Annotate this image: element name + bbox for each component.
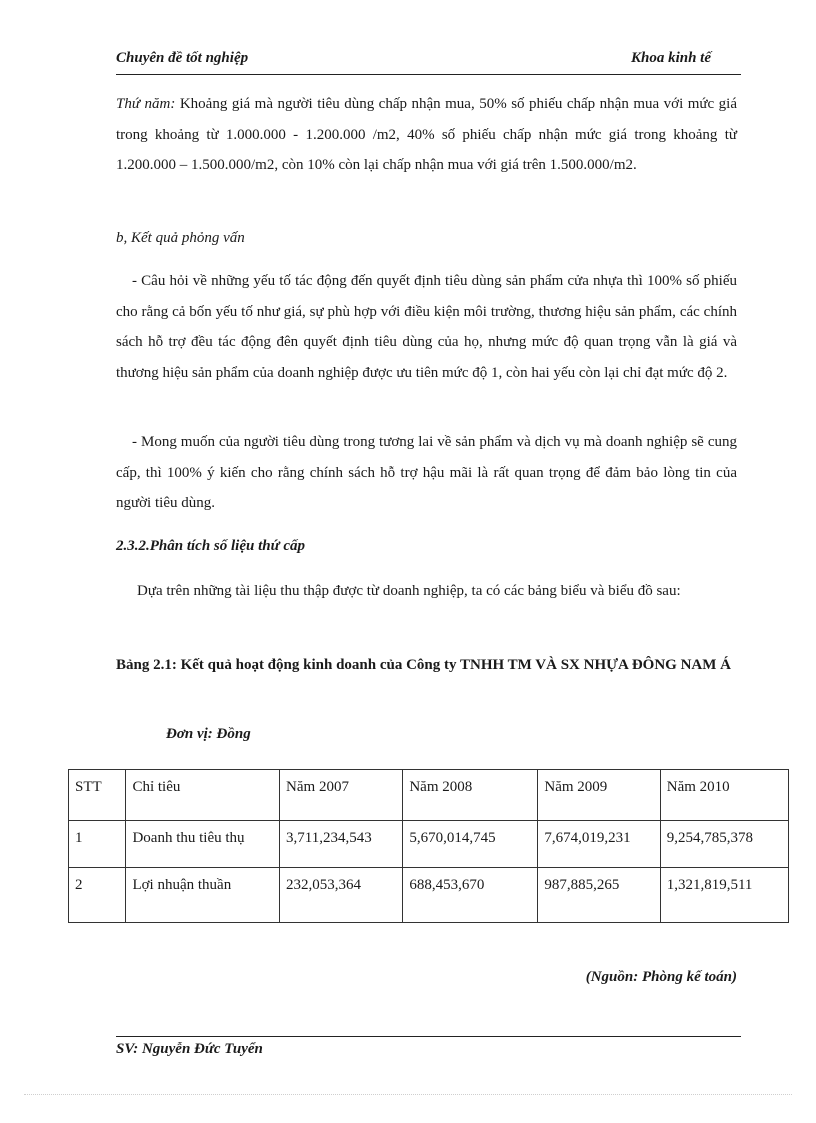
paragraph-factors: - Câu hỏi về những yếu tố tác động đến quyết định tiêu dùng sản phẩm cửa nhựa thì 100% số phiếu cho rằng cả bốn yếu tố như giá, sự phù hợp với điều kiện môi trường, thương hiệu sản phẩm, các chính sách hỗ trợ đều tác động đên quyết định tiêu dùng của họ, nhưng mức độ quan trọng vẫn là giá và thương hiệu sản phẩm của doanh nghiệp được ưu tiên mức độ 1, còn hai yếu còn lại chỉ đạt mức độ 2. (116, 273, 737, 381)
table-cell: 5,670,014,745 (403, 821, 538, 868)
table-header-cell: Năm 2008 (403, 770, 538, 821)
table-cell: 1,321,819,511 (660, 868, 788, 923)
table-cell: 688,453,670 (403, 868, 538, 923)
section-title: 2.3.2.Phân tích số liệu thứ cấp (116, 538, 306, 554)
table-cell: Doanh thu tiêu thụ (126, 821, 280, 868)
table-cell: 987,885,265 (538, 868, 660, 923)
table-header-row (69, 770, 789, 821)
table-header-cell: STT (69, 770, 126, 821)
table-caption: Bảng 2.1: Kết quả hoạt động kinh doanh của Công ty TNHH TM VÀ SX NHỰA ĐÔNG NAM Á (116, 657, 731, 673)
page-header (116, 48, 741, 75)
header-department: Khoa kinh tế (630, 50, 711, 66)
paragraph-wishes: - Mong muốn của người tiêu dùng trong tương lai về sản phẩm và dịch vụ mà doanh nghiệp sẽ cung cấp, thì 100% ý kiến cho rằng chính sách hỗ trợ hậu mãi là rất quan trọng để đảm bảo lòng tin của người tiêu dùng. (116, 434, 737, 511)
table-cell: 232,053,364 (280, 868, 403, 923)
table-cell: 2 (69, 868, 126, 923)
table-header-cell: Năm 2007 (280, 770, 403, 821)
table-source: (Nguồn: Phòng kế toán) (585, 969, 737, 985)
paragraph-fifth (116, 89, 737, 181)
header-title: Chuyên đề tốt nghiệp (116, 50, 249, 66)
page-bottom-divider (24, 1094, 792, 1095)
table-cell: 9,254,785,378 (660, 821, 788, 868)
paragraph-fifth-text: Khoảng giá mà người tiêu dùng chấp nhận mua, 50% số phiếu chấp nhận mua với mức giá trong khoảng từ 1.000.000 - 1.200.000 /m2, 40% số phiếu chấp nhận mức giá trong khoảng từ 1.200.000 – 1.500.000/m2, còn 10% còn lại chấp nhận mua với giá trên 1.500.000/m2. (116, 96, 738, 173)
business-results-table (68, 769, 789, 923)
table-header-cell: Năm 2009 (538, 770, 660, 821)
unit-label: Đơn vị: Đồng (166, 726, 251, 742)
table-header-cell: Chỉ tiêu (126, 770, 280, 821)
table-cell: 1 (69, 821, 126, 868)
interview-heading: b, Kết quả phỏng vấn (116, 230, 245, 246)
paragraph-intro: Dựa trên những tài liệu thu thập được từ doanh nghiệp, ta có các bảng biểu và biểu đồ sau: (137, 583, 681, 599)
table-cell: 7,674,019,231 (538, 821, 660, 868)
table-row (69, 821, 789, 868)
table-row (69, 868, 789, 923)
table-header-cell: Năm 2010 (660, 770, 788, 821)
page-footer (116, 1036, 741, 1057)
table-cell: 3,711,234,543 (280, 821, 403, 868)
paragraph-fifth-lead: Thứ năm: (116, 96, 176, 112)
table-cell: Lợi nhuận thuần (126, 868, 280, 923)
footer-student: SV: Nguyễn Đức Tuyển (116, 1041, 263, 1057)
